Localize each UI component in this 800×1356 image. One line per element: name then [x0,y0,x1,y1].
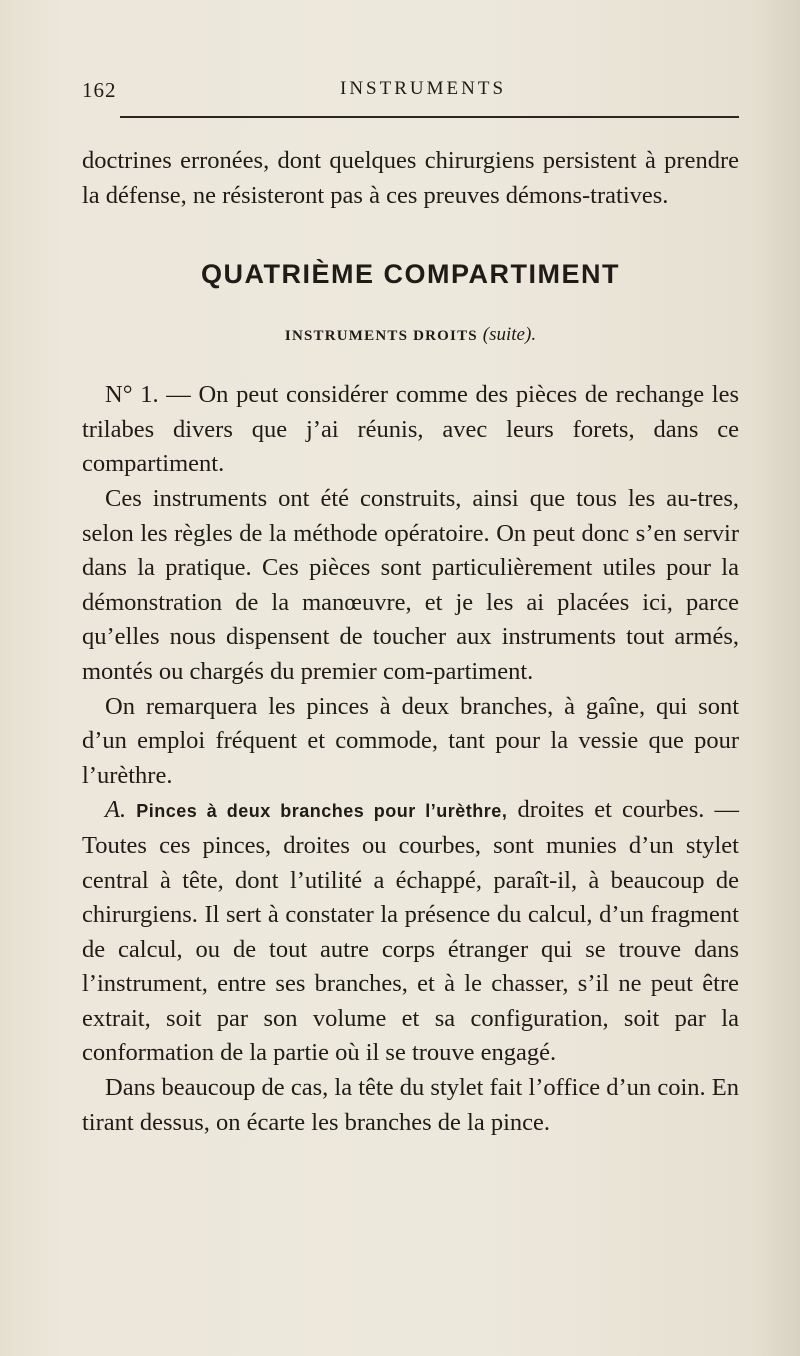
paragraph-pinces: On remarquera les pinces à deux branches, à gaîne, qui sont d’un emploi fréquent et commode, tant pour la vessie que pour l’urèthre. [82,692,739,789]
body-text [82,144,739,1140]
subheading-text: INSTRUMENTS DROITS [284,328,478,345]
running-title: INSTRUMENTS [340,78,507,99]
section-subheading [82,321,739,350]
paragraph-no1: N° 1. — On peut considérer comme des pièces de rechange les trilabes divers que j’ai réunis, avec leurs forets, dans ce compartiment. [82,381,739,478]
subheading-suffix: (suite). [482,324,537,346]
final-paragraph: Dans beaucoup de cas, la tête du stylet fait l’office d’un coin. En tirant dessus, on écarte les branches de la pince. [82,1074,739,1136]
section-heading: QUATRIÈME COMPARTIMENT [201,259,620,290]
section-a-paragraph [82,793,739,1071]
page-header [82,78,742,108]
page-number: 162 [82,78,117,102]
section-a-text: droites et courbes. — Toutes ces pinces, droites ou courbes, sont munies d’un stylet central à tête, dont l’utilité a échappé, paraît-il, à beaucoup de chirurgiens. Il sert à constater la présence du calcul, d’un fragment de calcul, ou de tout autre corps étranger qui se trouve dans l’instrument, entre ses branches, et à le chasser, s’il ne peut être extrait, soit par son volume et sa configuration, soit par la conformation de la partie où il se trouve engagé. [82,796,740,1067]
header-rule [120,116,739,118]
section-a-letter: A. [105,796,127,824]
paragraph-construction: Ces instruments ont été construits, ainsi que tous les au-tres, selon les règles de la méthode opératoire. On peut donc s’en servir dans la pratique. Ces pièces sont particulièrement utiles pour la démonstration de la manœuvre, et je les ai placées ici, parce qu’elles nous dispensent de toucher aux instruments tout armés, montés ou chargés du premier com-partiment. [82,484,739,685]
intro-paragraph: doctrines erronées, dont quelques chirurgiens persistent à prendre la défense, ne résisteront pas à ces preuves démons-tratives. [82,147,739,209]
section-a-title: Pinces à deux branches pour l’urèthre, [136,801,508,822]
